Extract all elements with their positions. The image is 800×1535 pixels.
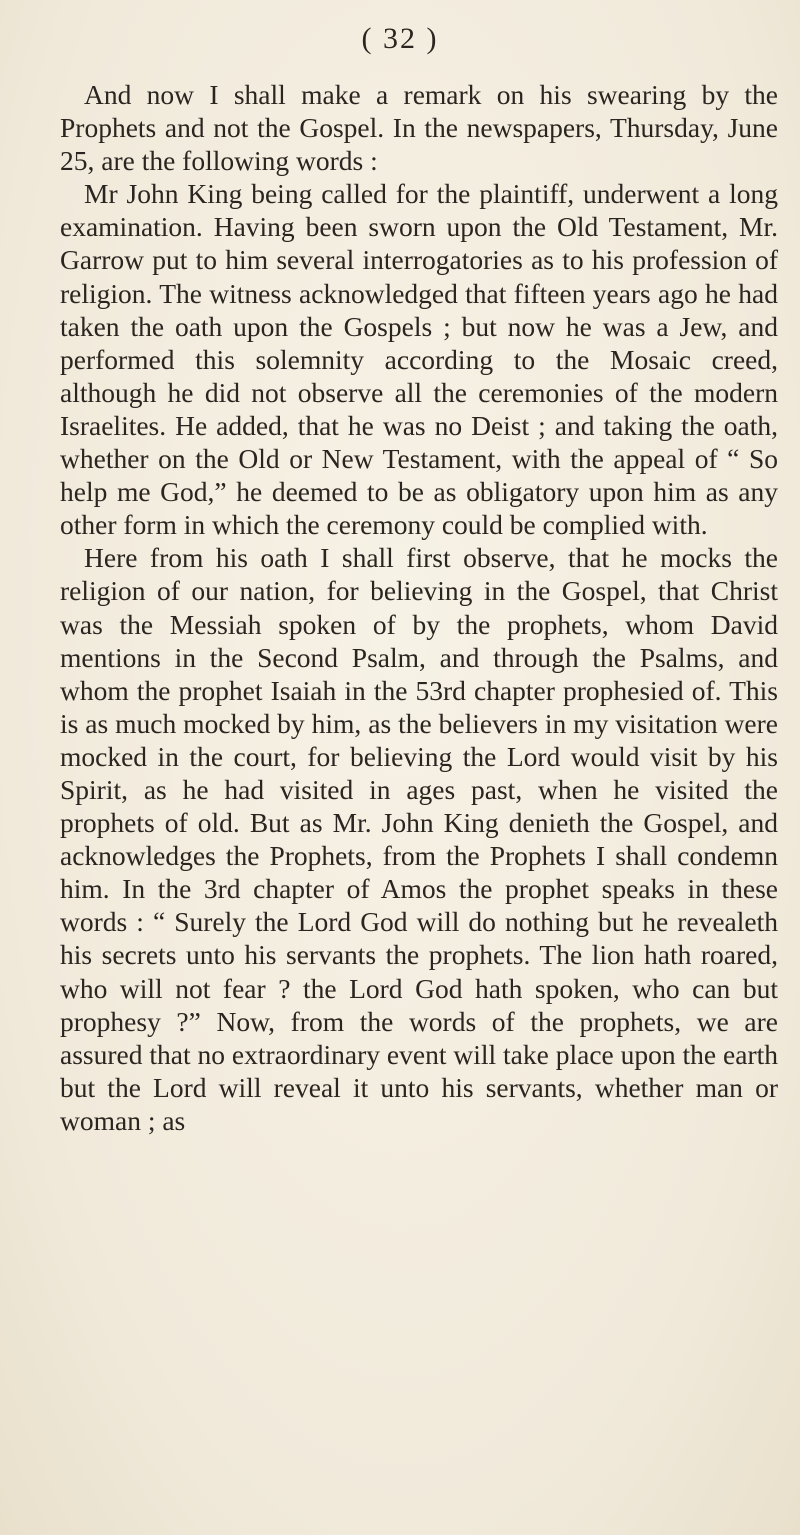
page-number: ( 32 ) [361,22,439,55]
paragraph-commentary: Here from his oath I shall first observe, that he mocks the religion of our nation, for believing in the Gospel, that Christ was the Messiah spoken of by the prophets, whom David mentions in the Second Psalm, and through the Psalms, and whom the prophet Isaiah in the 53rd chapter prophesied of. This is as much mocked by him, as the believers in my visitation were mocked in the court, for believing the Lord would visit by his Spirit, as he had visited in ages past, when he visited the prophets of old. But as Mr. John King denieth the Gospel, and acknowledges the Prophets, from the Prophets I shall condemn him. In the 3rd chapter of Amos the prophet speaks in these words : “ Surely the Lord God will do nothing but he revealeth his secrets unto his servants the prophets. The lion hath roared, who will not fear ? the Lord God hath spoken, who can but prophesy ?” Now, from the words of the prophets, we are assured that no extraordinary event will take place upon the earth but the Lord will reveal it unto his servants, whether man or woman ; as [60,542,778,1136]
paragraph-intro: And now I shall make a remark on his swearing by the Prophets and not the Gospel. In the newspapers, Thursday, June 25, are the following words : [60,79,778,177]
body-text [60,78,778,1137]
paragraph-newspaper-quote: Mr John King being called for the plaintiff, underwent a long examination. Having been sworn upon the Old Testament, Mr. Garrow put to him several interrogatories as to his profession of religion. The witness acknowledged that fifteen years ago he had taken the oath upon the Gospels ; but now he was a Jew, and performed this solemnity according to the Mosaic creed, although he did not observe all the ceremonies of the modern Israelites. He added, that he was no Deist ; and taking the oath, whether on the Old or New Testament, with the appeal of “ So help me God,” he deemed to be as obligatory upon him as any other form in which the ceremony could be complied with. [60,178,778,541]
